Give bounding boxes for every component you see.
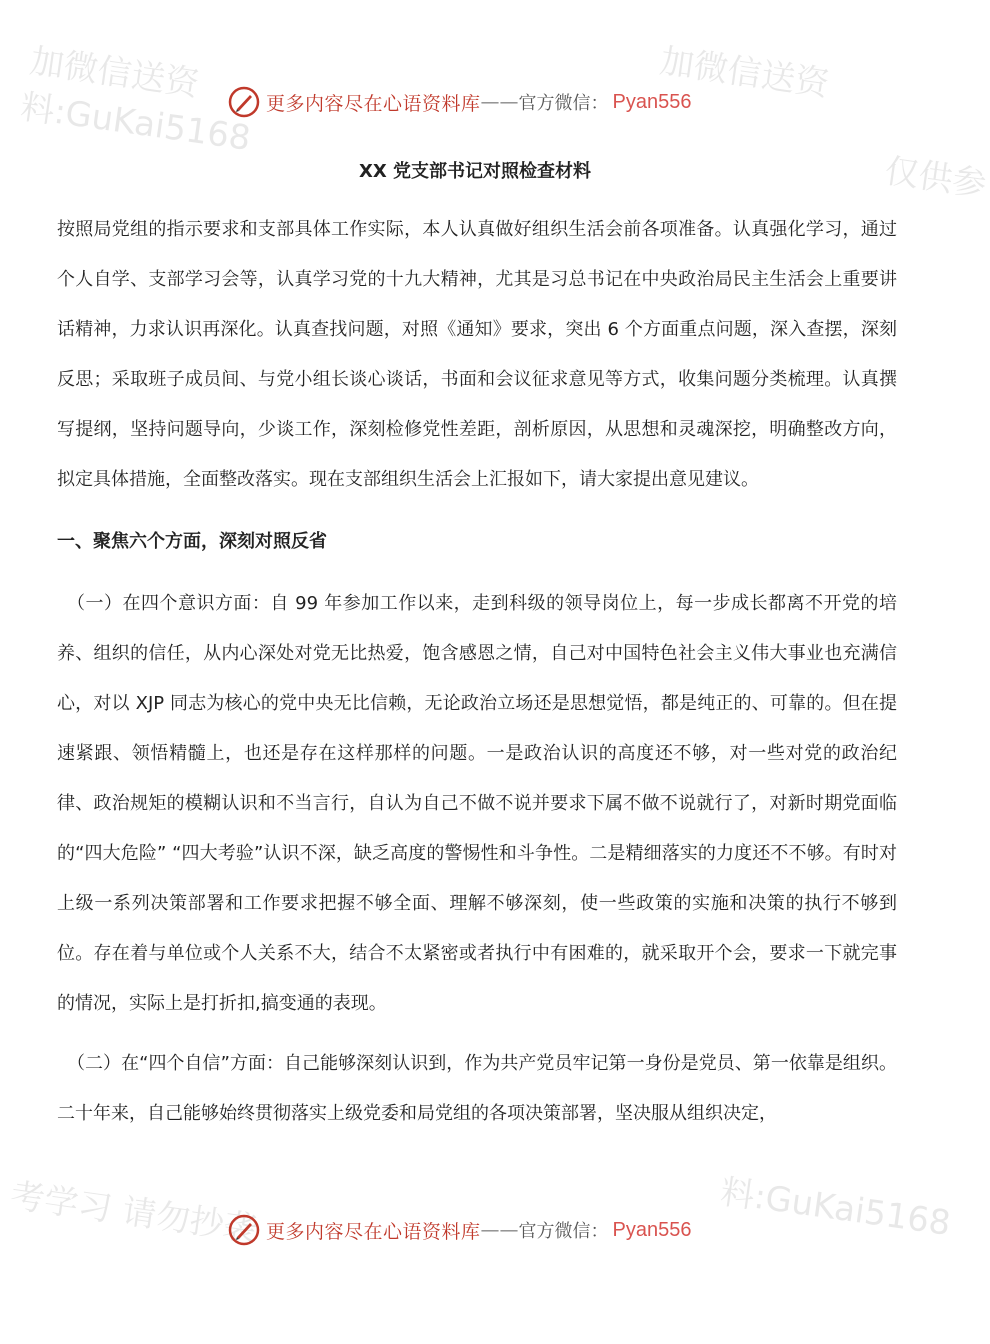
paragraph-four-confidences: （二）在“四个自信”方面：自己能够深刻认识到，作为共产党员牢记第一身份是党员、第一依靠是组织。二十年来，自己能够始终贯彻落实上级党委和局党组的各项决策部署，坚决服从组织决定，	[57, 1053, 897, 1124]
banner-text: 更多内容尽在心语资料库	[266, 92, 481, 115]
pen-logo-icon	[228, 1214, 260, 1246]
banner-text: 更多内容尽在心语资料库	[266, 1220, 481, 1243]
pen-logo-icon	[228, 86, 260, 118]
banner-dash: ——	[480, 1219, 519, 1241]
watermark-text: 仅供参	[882, 151, 989, 205]
watermark-text: 料:GuKai5168	[717, 1172, 954, 1244]
banner-wechat-id: Pyan556	[612, 1218, 692, 1241]
paragraph-four-consciousness: （一）在四个意识方面：自 99 年参加工作以来，走到科级的领导岗位上，每一步成长都离不开党的培养、组织的信任，从内心深处对党无比热爱，饱含感恩之情，自己对中国特色社会主义伟大事业也充满信心，对以 XJP 同志为核心的党中央无比信赖，无论政治立场还是思想觉悟，都是纯正的、可靠的。但在提速紧跟、领悟精髓上，也还是存在这样那样的问题。一是政治认识的高度还不够，对一些对党的政治纪律、政治规矩的模糊认识和不当言行，自认为自己不做不说并要求下属不做不说就行了，对新时期党面临的“四大危险” “四大考验”认识不深，缺乏高度的警惕性和斗争性。二是精细落实的力度还不不够。有时对上级一系列决策部署和工作要求把握不够全面、理解不够深刻，使一些政策的实施和决策的执行不够到位。存在着与单位或个人关系不大，结合不太紧密或者执行中有困难的，就采取开个会，要求一下就完事的情况，实际上是打折扣,搞变通的表现。	[57, 593, 897, 1014]
banner-wechat-label: 官方微信：	[518, 93, 609, 114]
watermark-text: 加微信送资	[657, 41, 832, 105]
watermark-text: 加微信送资	[27, 41, 202, 105]
header-banner	[228, 82, 691, 122]
banner-wechat-label: 官方微信：	[518, 1221, 609, 1242]
footer-banner	[228, 1210, 691, 1250]
section-heading: 一、聚焦六个方面，深刻对照反省	[57, 531, 327, 552]
document-body	[57, 205, 897, 1139]
banner-dash: ——	[480, 91, 519, 113]
watermark-text: 料:GuKai5168	[17, 87, 254, 159]
page-title: XX 党支部书记对照检查材料	[358, 161, 592, 182]
intro-paragraph: 按照局党组的指示要求和支部具体工作实际，本人认真做好组织生活会前各项准备。认真强化学习，通过个人自学、支部学习会等，认真学习党的十九大精神，尤其是习总书记在中央政治局民主生活会上重要讲话精神，力求认识再深化。认真查找问题，对照《通知》要求，突出 6 个方面重点问题，深入查摆，深刻反思；采取班子成员间、与党小组长谈心谈话，书面和会议征求意见等方式，收集问题分类梳理。认真撰写提纲，坚持问题导向，少谈工作，深刻检修党性差距，剖析原因，从思想和灵魂深挖，明确整改方向，拟定具体措施，全面整改落实。现在支部组织生活会上汇报如下，请大家提出意见建议。	[57, 219, 897, 490]
watermark-text: 考学习 请勿抄袭	[7, 1175, 260, 1251]
banner-wechat-id: Pyan556	[612, 90, 692, 113]
